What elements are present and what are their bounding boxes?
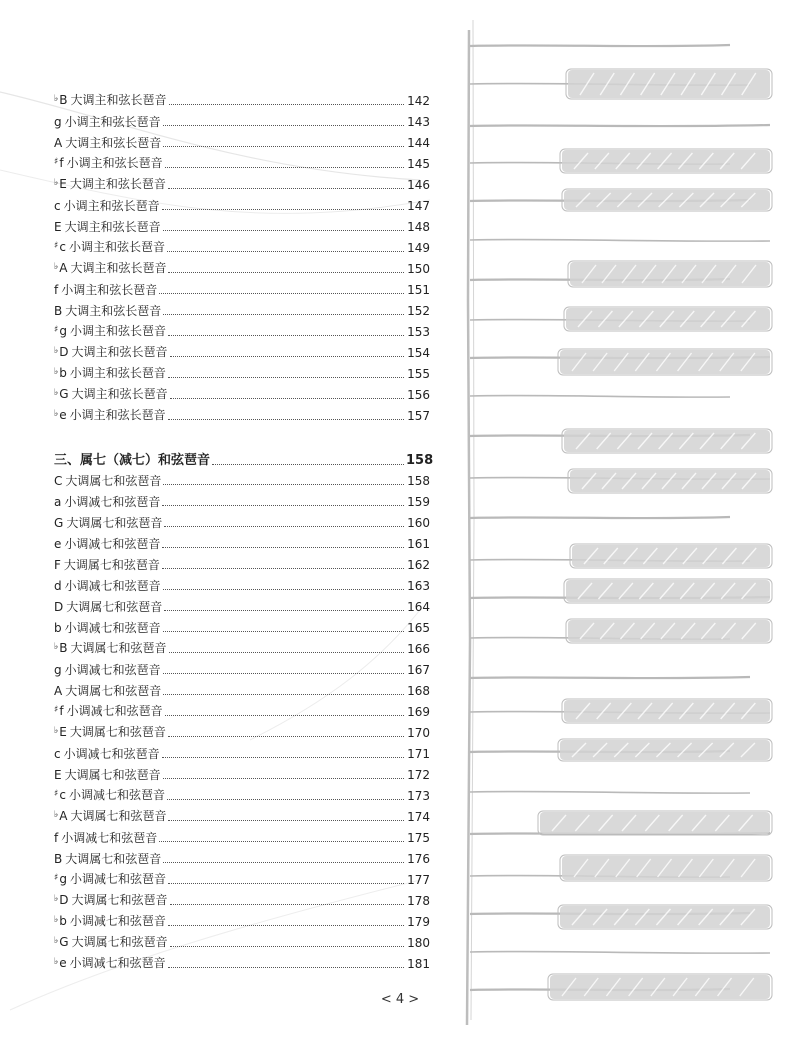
key-name: A (59, 809, 68, 823)
key-name: A (54, 684, 63, 698)
page-ref: 151 (407, 283, 430, 297)
toc-entry-label (54, 384, 168, 406)
toc-entry[interactable] (54, 933, 430, 953)
dot-leader (163, 124, 404, 126)
key-name: e (54, 537, 62, 551)
piano-keyboard-illustration (440, 0, 800, 1054)
black-key (568, 70, 770, 98)
toc-entry-label (54, 597, 162, 617)
toc-entry-label (54, 237, 165, 259)
entry-title: 大调主和弦长琶音 (65, 136, 162, 150)
dot-leader (159, 292, 404, 294)
key-name: e (59, 408, 67, 422)
toc-entry-label (54, 363, 166, 385)
entry-title: 小调减七和弦琶音 (64, 537, 161, 551)
entry-title: 小调主和弦长琶音 (69, 366, 166, 380)
dot-leader (168, 735, 404, 737)
entry-title: 大调属七和弦琶音 (69, 725, 166, 739)
page-ref: 157 (407, 409, 430, 423)
toc-entry-label (54, 471, 161, 491)
dot-leader (162, 504, 404, 506)
page-ref: 150 (407, 262, 430, 276)
dot-leader (170, 945, 404, 947)
key-name: F (54, 558, 61, 572)
entry-title: 小调主和弦长琶音 (69, 408, 166, 422)
toc-entry[interactable] (54, 618, 430, 638)
page-ref: 178 (407, 894, 430, 908)
page-ref: 146 (407, 178, 430, 192)
dot-leader (168, 334, 404, 336)
white-key-divider (470, 125, 770, 126)
key-name: c (54, 747, 61, 761)
entry-title: 小调减七和弦琶音 (69, 956, 166, 970)
accidental-sign: ♭ (54, 642, 59, 652)
toc-entry-label (54, 576, 161, 596)
entry-title: 大调主和弦长琶音 (70, 261, 167, 275)
page-ref: 142 (407, 94, 430, 108)
key-name: B (59, 641, 68, 655)
entry-title: 大调主和弦长琶音 (71, 345, 168, 359)
key-name: G (59, 387, 69, 401)
toc-entry[interactable] (54, 576, 430, 596)
accidental-sign: ♭ (54, 262, 59, 272)
page-ref: 173 (407, 789, 430, 803)
dot-leader (163, 777, 404, 779)
key-name: A (54, 136, 63, 150)
toc-entry[interactable] (54, 175, 430, 195)
page-ref: 149 (407, 241, 430, 255)
toc-entry[interactable] (54, 217, 430, 237)
black-key (560, 906, 770, 928)
key-name: b (54, 621, 62, 635)
toc-entry[interactable] (54, 280, 430, 300)
dot-leader (163, 693, 404, 695)
dot-leader (163, 145, 404, 147)
entry-title: 大调属七和弦琶音 (64, 768, 161, 782)
dot-leader (212, 463, 404, 465)
dot-leader (165, 166, 404, 168)
toc-entry[interactable] (54, 513, 430, 533)
black-key (564, 700, 770, 722)
entry-title: 大调属七和弦琶音 (65, 852, 162, 866)
toc-entry[interactable] (54, 912, 430, 932)
dot-leader (162, 546, 404, 548)
page-number: < 4 > (380, 992, 420, 1007)
page-ref: 165 (407, 621, 430, 635)
accidental-sign: ♯ (54, 157, 59, 167)
toc-entry-label (54, 849, 161, 869)
toc-entry[interactable] (54, 154, 430, 174)
page-ref: 147 (407, 199, 430, 213)
toc-entry-label (54, 911, 166, 933)
page-ref: 162 (407, 558, 430, 572)
entry-title: 大调属七和弦琶音 (66, 516, 163, 530)
key-name: D (59, 345, 69, 359)
page-ref: 176 (407, 852, 430, 866)
keyboard-edge-line (467, 30, 470, 1025)
dot-leader (163, 672, 404, 674)
dot-leader (168, 882, 404, 884)
white-key-divider (470, 517, 730, 518)
key-name: c (59, 240, 66, 254)
entry-title: 小调减七和弦琶音 (68, 788, 165, 802)
accidental-sign: ♯ (54, 873, 59, 883)
toc-entry[interactable] (54, 681, 430, 701)
key-name: g (59, 872, 67, 886)
key-name: A (59, 261, 68, 275)
entry-title: 大调主和弦长琶音 (71, 387, 168, 401)
toc-entry[interactable] (54, 723, 430, 743)
key-name: g (54, 663, 62, 677)
entry-title: 小调减七和弦琶音 (69, 914, 166, 928)
black-key (566, 308, 770, 330)
entry-title: 大调主和弦长琶音 (69, 177, 166, 191)
toc-entry-label (54, 765, 161, 785)
black-key (570, 262, 770, 286)
key-name: D (54, 600, 64, 614)
toc-entry-label (54, 217, 161, 237)
toc-entry-label (54, 555, 160, 575)
page-ref: 161 (407, 537, 430, 551)
toc-entry-label (54, 405, 166, 427)
entry-title: 小调减七和弦琶音 (64, 663, 161, 677)
page-ref: 158 (406, 453, 434, 468)
toc-entry[interactable] (54, 259, 430, 279)
white-key-divider (470, 951, 770, 953)
page-ref: 154 (407, 346, 430, 360)
accidental-sign: ♯ (54, 789, 59, 799)
dot-leader (163, 483, 404, 485)
toc-entry-label (54, 321, 166, 343)
toc-entry[interactable] (54, 343, 430, 363)
toc-entry-label (54, 953, 166, 975)
accidental-sign: ♭ (54, 346, 59, 356)
toc-entry[interactable] (54, 849, 430, 869)
entry-title: 大调属七和弦琶音 (71, 935, 168, 949)
white-key-divider (470, 791, 750, 793)
accidental-sign: ♭ (54, 94, 59, 104)
toc-entry[interactable] (54, 555, 430, 575)
toc-entry-label (54, 681, 161, 701)
toc-entry-label (54, 534, 160, 554)
entry-title: 大调主和弦长琶音 (64, 220, 161, 234)
toc-entry-label (54, 618, 161, 638)
key-name: c (54, 199, 61, 213)
toc-entry[interactable] (54, 891, 430, 911)
dot-leader (168, 966, 404, 968)
dot-leader (168, 819, 404, 821)
dot-leader (167, 250, 404, 252)
accidental-sign: ♭ (54, 367, 59, 377)
dot-leader (170, 355, 404, 357)
dot-leader (168, 271, 404, 273)
toc-entry[interactable] (54, 364, 430, 384)
entry-title: 小调主和弦长琶音 (61, 283, 158, 297)
entry-title: 大调主和弦长琶音 (65, 304, 162, 318)
accidental-sign: ♭ (54, 178, 59, 188)
black-key (540, 812, 770, 834)
dot-leader (163, 229, 404, 231)
key-name: G (54, 516, 64, 530)
page-ref: 153 (407, 325, 430, 339)
dot-leader (164, 609, 404, 611)
page-ref: 159 (407, 495, 430, 509)
key-name: G (59, 935, 69, 949)
toc-entry[interactable] (54, 492, 430, 512)
black-key (566, 580, 770, 602)
toc-entry[interactable] (54, 639, 430, 659)
toc-entry[interactable] (54, 91, 430, 111)
dot-leader (164, 525, 404, 527)
dot-leader (168, 376, 404, 378)
toc-entry-label (54, 660, 161, 680)
entry-title: 小调主和弦长琶音 (68, 240, 165, 254)
key-name: E (59, 177, 67, 191)
black-key (564, 430, 770, 452)
toc-entry[interactable] (54, 786, 430, 806)
toc-entry[interactable] (54, 534, 430, 554)
toc-entry-label: 三、属七（减七）和弦琶音 (54, 453, 211, 468)
toc-entry[interactable] (54, 597, 430, 617)
key-name: f (54, 831, 59, 845)
accidental-sign: ♭ (54, 409, 59, 419)
toc-entry-label (54, 932, 168, 954)
key-name: E (54, 220, 62, 234)
toc-entry-label (54, 196, 160, 216)
page-ref: 145 (407, 157, 430, 171)
page-ref: 181 (407, 957, 430, 971)
dot-leader (169, 651, 405, 653)
toc-entry[interactable] (54, 744, 430, 764)
page-ref: 158 (407, 474, 430, 488)
page-ref: 167 (407, 663, 430, 677)
dot-leader (168, 418, 404, 420)
accidental-sign: ♭ (54, 936, 59, 946)
entry-title: 大调属七和弦琶音 (63, 558, 160, 572)
key-name: f (54, 283, 59, 297)
accidental-sign: ♭ (54, 894, 59, 904)
toc-entry-label (54, 701, 163, 723)
entry-title: 小调减七和弦琶音 (64, 579, 161, 593)
black-key (562, 150, 770, 172)
entry-title: 大调属七和弦琶音 (70, 809, 167, 823)
toc-entry[interactable] (54, 660, 430, 680)
toc-section-heading[interactable] (54, 451, 434, 471)
key-name: g (59, 324, 67, 338)
white-key-divider (470, 45, 730, 46)
toc-entry[interactable] (54, 702, 430, 722)
entry-title: 小调主和弦长琶音 (66, 156, 163, 170)
entry-title: 大调属七和弦琶音 (65, 684, 162, 698)
entry-title: 小调减七和弦琶音 (66, 704, 163, 718)
page-ref: 166 (407, 642, 430, 656)
toc-entry[interactable] (54, 870, 430, 890)
key-name: c (59, 788, 66, 802)
keyboard-edge-line (471, 20, 474, 1020)
key-name: a (54, 495, 62, 509)
dot-leader (163, 630, 404, 632)
toc-entry[interactable] (54, 807, 430, 827)
page-ref: 168 (407, 684, 430, 698)
white-key-divider (470, 239, 770, 241)
dot-leader (162, 208, 404, 210)
key-name: B (59, 93, 68, 107)
toc-entry-label (54, 785, 165, 807)
page-ref: 175 (407, 831, 430, 845)
toc-entry[interactable] (54, 954, 430, 974)
toc-entry[interactable] (54, 322, 430, 342)
accidental-sign: ♯ (54, 705, 59, 715)
entry-title: 大调主和弦长琶音 (70, 93, 167, 107)
black-key (564, 190, 770, 210)
toc-entry[interactable] (54, 112, 430, 132)
toc-entry-label (54, 492, 160, 512)
entry-title: 小调减七和弦琶音 (64, 495, 161, 509)
page-ref: 179 (407, 915, 430, 929)
page-ref: 143 (407, 115, 430, 129)
page-ref: 148 (407, 220, 430, 234)
toc-entry[interactable] (54, 133, 430, 153)
toc-entry-label (54, 828, 157, 848)
toc-entry[interactable] (54, 301, 430, 321)
toc-entry[interactable] (54, 828, 430, 848)
key-name: b (59, 366, 67, 380)
accidental-sign: ♭ (54, 726, 59, 736)
entry-title: 小调主和弦长琶音 (63, 199, 160, 213)
toc-entry-label (54, 90, 167, 112)
entry-title: 大调属七和弦琶音 (66, 600, 163, 614)
toc-entry[interactable] (54, 471, 430, 491)
entry-title: 大调属七和弦琶音 (65, 474, 162, 488)
toc-entry-label (54, 301, 161, 321)
toc-entry-label (54, 806, 166, 828)
accidental-sign: ♭ (54, 957, 59, 967)
page-ref: 174 (407, 810, 430, 824)
toc-entry-label (54, 638, 167, 660)
toc-entry-label (54, 153, 163, 175)
entry-title: 大调属七和弦琶音 (70, 641, 167, 655)
black-key (568, 620, 770, 642)
page-ref: 152 (407, 304, 430, 318)
toc-entry-label (54, 722, 166, 744)
toc-entry-label (54, 513, 162, 533)
entry-title: 小调减七和弦琶音 (69, 872, 166, 886)
dot-leader (159, 840, 404, 842)
black-key (560, 350, 770, 374)
entry-title: 小调减七和弦琶音 (64, 621, 161, 635)
dot-leader (170, 903, 404, 905)
toc-entry[interactable] (54, 406, 430, 426)
toc-entry[interactable] (54, 385, 430, 405)
dot-leader (167, 798, 404, 800)
page-ref: 177 (407, 873, 430, 887)
key-name: b (59, 914, 67, 928)
dot-leader (162, 567, 404, 569)
page-ref: 160 (407, 516, 430, 530)
black-key (550, 975, 770, 999)
dot-leader (162, 756, 404, 758)
toc-entry[interactable] (54, 196, 430, 216)
page-ref: 156 (407, 388, 430, 402)
toc-entry-label (54, 744, 160, 764)
dot-leader (165, 714, 404, 716)
key-name: f (59, 156, 64, 170)
dot-leader (168, 187, 404, 189)
page-ref: 164 (407, 600, 430, 614)
key-name: D (59, 893, 69, 907)
entry-title: 大调属七和弦琶音 (71, 893, 168, 907)
accidental-sign: ♭ (54, 915, 59, 925)
key-name: f (59, 704, 64, 718)
accidental-sign: ♭ (54, 810, 59, 820)
page-ref: 170 (407, 726, 430, 740)
key-name: g (54, 115, 62, 129)
toc-entry[interactable] (54, 765, 430, 785)
page-ref: 163 (407, 579, 430, 593)
white-key-divider (470, 677, 750, 678)
page-ref: 180 (407, 936, 430, 950)
key-name: C (54, 474, 63, 488)
toc-entry-label (54, 133, 161, 153)
toc-entry[interactable] (54, 238, 430, 258)
accidental-sign: ♯ (54, 241, 59, 251)
accidental-sign: ♯ (54, 325, 59, 335)
dot-leader (163, 313, 404, 315)
toc-entry-label (54, 174, 166, 196)
dot-leader (170, 397, 404, 399)
key-name: d (54, 579, 62, 593)
toc-entry-label (54, 112, 161, 132)
accidental-sign: ♭ (54, 388, 59, 398)
black-key (570, 470, 770, 492)
page-ref: 171 (407, 747, 430, 761)
black-key (562, 856, 770, 880)
key-name: B (54, 304, 63, 318)
page-ref: 172 (407, 768, 430, 782)
key-name: E (54, 768, 62, 782)
entry-title: 小调主和弦长琶音 (69, 324, 166, 338)
white-key-divider (470, 395, 730, 397)
toc-entry-label (54, 280, 157, 300)
entry-title: 小调减七和弦琶音 (63, 747, 160, 761)
dot-leader (169, 103, 405, 105)
dot-leader (163, 861, 404, 863)
key-name: e (59, 956, 67, 970)
key-name: E (59, 725, 67, 739)
toc-entry-label (54, 258, 166, 280)
page-ref: 155 (407, 367, 430, 381)
key-name: B (54, 852, 63, 866)
page-ref: 144 (407, 136, 430, 150)
toc-entry-label (54, 869, 166, 891)
entry-title: 小调主和弦长琶音 (64, 115, 161, 129)
black-key (560, 740, 770, 760)
toc-entry-label (54, 890, 168, 912)
dot-leader (163, 588, 404, 590)
page-ref: 169 (407, 705, 430, 719)
dot-leader (168, 924, 404, 926)
toc-entry-label (54, 342, 168, 364)
entry-title: 小调减七和弦琶音 (61, 831, 158, 845)
